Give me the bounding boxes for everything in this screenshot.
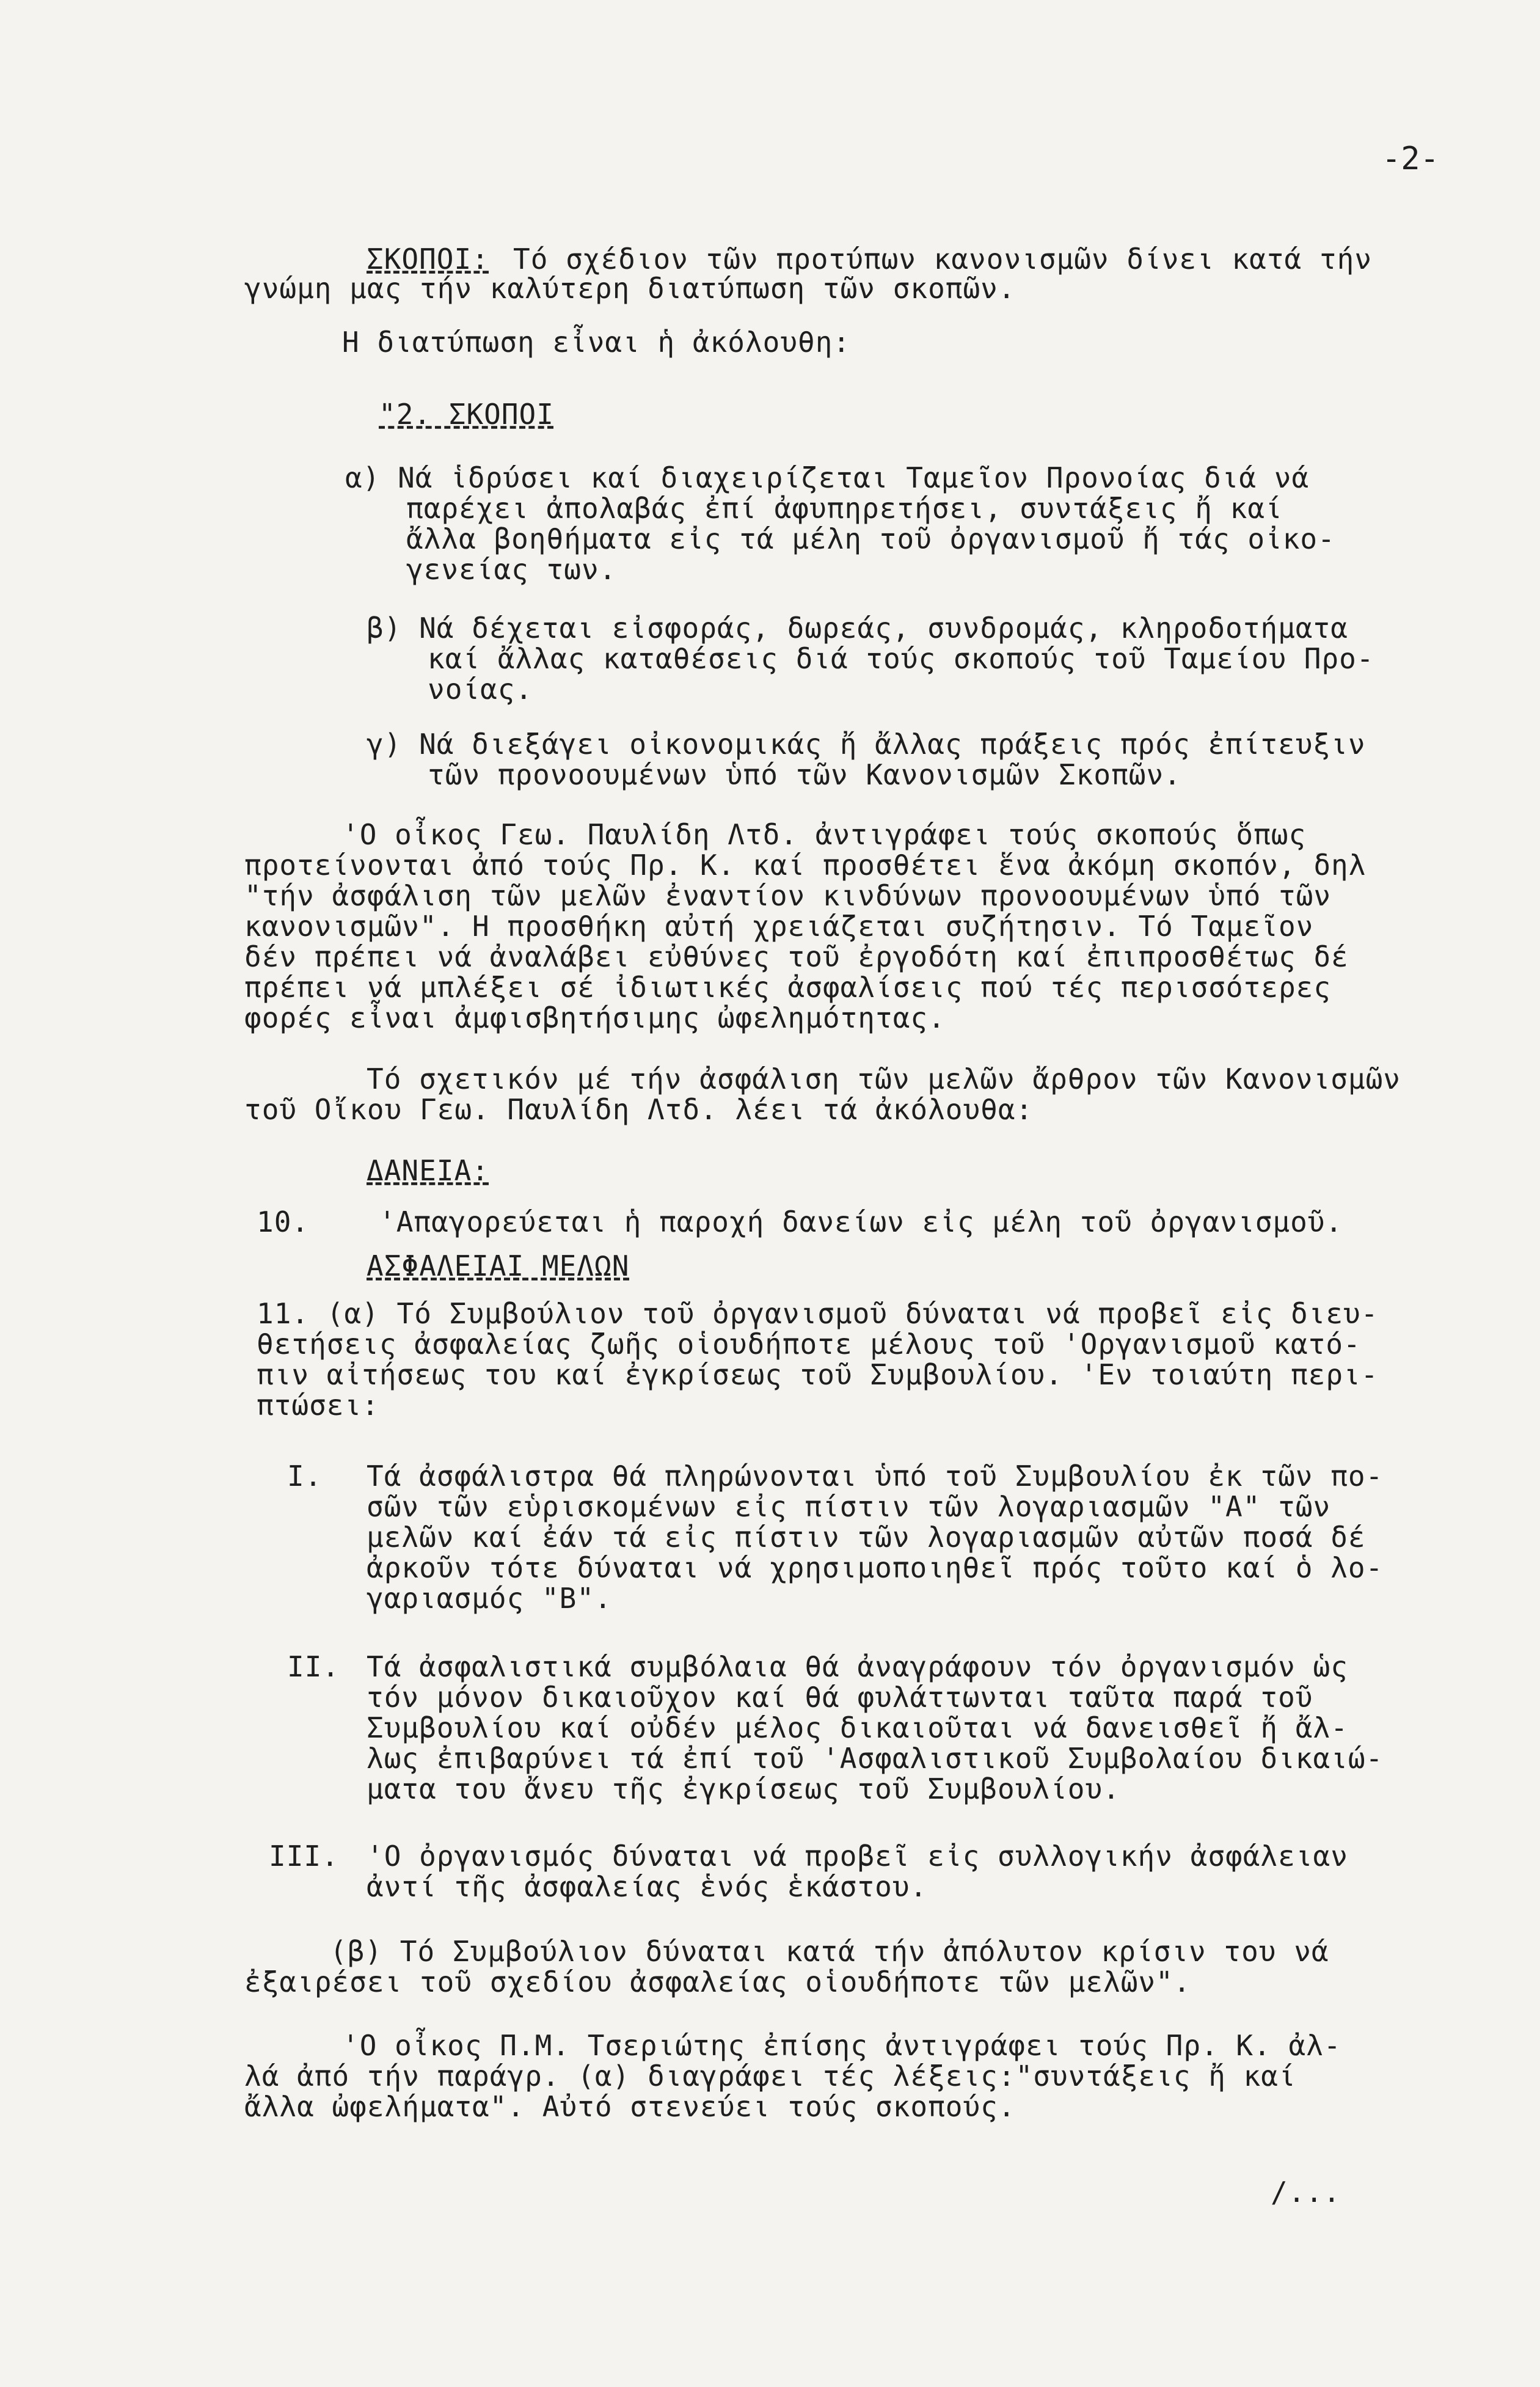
intro-line: Η διατύπωση εἶναι ἡ ἀκόλουθη:: [342, 326, 851, 359]
clause-c-line: τῶν προνοουμένων ὑπό τῶν Κανονισμῶν Σκοπῶν.: [428, 758, 1181, 791]
article-11-line: θετήσεις ἀσφαλείας ζωῆς οἱουδήποτε μέλους τοῦ 'Οργανισμοῦ κατό-: [257, 1328, 1361, 1361]
clause-b-line: (β) Τό Συμβούλιον δύναται κατά τήν ἀπόλυτον κρίσιν του νά: [330, 1935, 1329, 1968]
loans-number: 10.: [257, 1205, 310, 1238]
paragraph-line: 'Ο οἶκος Γεω. Παυλίδη Λτδ. ἀντιγράφει τούς σκοπούς ὅπως: [342, 818, 1307, 851]
article-11-line: πιν αἰτήσεως του καί ἐγκρίσεως τοῦ Συμβουλίου. 'Εν τοιαύτη περι-: [257, 1358, 1379, 1391]
paragraph-line: πρέπει νά μπλέξει σέ ἰδιωτικές ἀσφαλίσεις πού τές περισσότερες: [244, 971, 1332, 1004]
article-11-line: πτώσει:: [257, 1389, 379, 1422]
item-i-line: μελῶν καί ἐάν τά εἰς πίστιν τῶν λογαριασμῶν αὐτῶν ποσά δέ: [367, 1521, 1366, 1554]
clause-a-line: παρέχει ἀπολαβάς ἐπί ἀφυπηρετήσει, συντάξεις ἤ καί: [406, 492, 1283, 525]
item-ii-line: Συμβουλίου καί οὐδέν μέλος δικαιοῦται νά δανεισθεῖ ἤ ἄλ-: [367, 1711, 1348, 1744]
scopes-heading: ΣΚΟΠΟΙ:: [367, 243, 489, 276]
item-ii-line: ματα του ἄνευ τῆς ἐγκρίσεως τοῦ Συμβουλίου.: [367, 1772, 1120, 1805]
paragraph-line: ἄλλα ὠφελήματα". Αὐτό στενεύει τούς σκοπούς.: [244, 2090, 1016, 2123]
clause-a-line: γενείας των.: [406, 553, 617, 586]
item-i-line: Τά ἀσφάλιστρα θά πληρώνονται ὑπό τοῦ Συμβουλίου ἐκ τῶν πο-: [367, 1460, 1384, 1493]
clause-c-line: γ) Νά διεξάγει οἰκονομικάς ἤ ἄλλας πράξεις πρός ἐπίτευξιν: [367, 728, 1366, 761]
clause-b-line: β) Νά δέχεται εἰσφοράς, δωρεάς, συνδρομάς, κληροδοτήματα: [367, 612, 1348, 645]
paragraph-line: λά ἀπό τήν παράγρ. (α) διαγράφει τές λέξεις:"συντάξεις ἤ καί: [244, 2060, 1296, 2093]
paragraph-line: προτείνονται ἀπό τούς Πρ. Κ. καί προσθέτει ἕνα ἀκόμη σκοπόν, δηλ: [244, 849, 1367, 882]
item-ii-line: τόν μόνον δικαιοῦχον καί θά φυλάττωνται ταῦτα παρά τοῦ: [367, 1681, 1313, 1714]
clause-a-line: ἄλλα βοηθήματα εἰς τά μέλη τοῦ ὀργανισμοῦ ἤ τάς οἰκο-: [406, 522, 1335, 555]
intro-line: γνώμη μας τήν καλύτερη διατύπωση τῶν σκοπῶν.: [244, 272, 1016, 305]
loans-heading: ΔΑΝΕΙΑ:: [367, 1154, 489, 1187]
clause-a-line: α) Νά ἱδρύσει καί διαχειρίζεται Ταμεῖον Προνοίας διά νά: [345, 461, 1310, 494]
intro-line: Τό σχέδιον τῶν προτύπων κανονισμῶν δίνει κατά τήν: [513, 243, 1373, 276]
paragraph-line: κανονισμῶν". Η προσθήκη αὐτή χρειάζεται συζήτησιν. Τό Ταμεῖον: [244, 910, 1314, 943]
insurance-heading: ΑΣΦΑΛΕΙΑΙ ΜΕΛΩΝ: [367, 1249, 630, 1282]
clause-b-line: ἐξαιρέσει τοῦ σχεδίου ἀσφαλείας οἱουδήποτε τῶν μελῶν".: [244, 1965, 1191, 1998]
continuation-mark: /...: [1271, 2176, 1341, 2209]
clause-b-line: νοίας.: [428, 673, 533, 706]
loans-text: 'Απαγορεύεται ἡ παροχή δανείων εἰς μέλη τοῦ ὀργανισμοῦ.: [379, 1205, 1343, 1238]
paragraph-line: 'Ο οἶκος Π.Μ. Τσεριώτης ἐπίσης ἀντιγράφει τούς Πρ. Κ. ἀλ-: [342, 2029, 1341, 2062]
paragraph-line: τοῦ Οἴκου Γεω. Παυλίδη Λτδ. λέει τά ἀκόλουθα:: [244, 1093, 1034, 1126]
article-11-line: 11. (α) Τό Συμβούλιον τοῦ ὀργανισμοῦ δύναται νά προβεῖ εἰς διευ-: [257, 1297, 1379, 1330]
item-iii-line: ἀντί τῆς ἀσφαλείας ἑνός ἑκάστου.: [367, 1870, 928, 1903]
item-i-line: γαριασμός "Β".: [367, 1582, 612, 1615]
item-number: I.: [287, 1460, 323, 1493]
paragraph-line: "τήν ἀσφάλιση τῶν μελῶν ἐναντίον κινδύνων προνοουμένων ὑπό τῶν: [244, 879, 1332, 912]
page-number: -2-: [1382, 141, 1439, 177]
item-iii-line: 'Ο ὀργανισμός δύναται νά προβεῖ εἰς συλλογικήν ἀσφάλειαν: [367, 1840, 1348, 1873]
item-number: II.: [287, 1650, 340, 1683]
clause-b-line: καί ἄλλας καταθέσεις διά τούς σκοπούς τοῦ Ταμείου Προ-: [428, 642, 1374, 675]
paragraph-line: φορές εἶναι ἀμφισβητήσιμης ὠφελημότητας.: [244, 1001, 946, 1034]
item-i-line: σῶν τῶν εὑρισκομένων εἰς πίστιν τῶν λογαριασμῶν "Α" τῶν: [367, 1490, 1331, 1523]
paragraph-line: δέν πρέπει νά ἀναλάβει εὐθύνες τοῦ ἐργοδότη καί ἐπιπροσθέτως δέ: [244, 940, 1349, 973]
item-ii-line: λως ἐπιβαρύνει τά ἐπί τοῦ 'Ασφαλιστικοῦ Συμβολαίου δικαιώ-: [367, 1742, 1384, 1775]
item-number: III.: [269, 1840, 339, 1873]
paragraph-line: Τό σχετικόν μέ τήν ἀσφάλιση τῶν μελῶν ἄρθρον τῶν Κανονισμῶν: [367, 1062, 1401, 1095]
article-2-heading: "2. ΣΚΟΠΟΙ: [379, 398, 554, 431]
item-i-line: ἀρκοῦν τότε δύναται νά χρησιμοποιηθεῖ πρός τοῦτο καί ὁ λο-: [367, 1551, 1384, 1584]
item-ii-line: Τά ἀσφαλιστικά συμβόλαια θά ἀναγράφουν τόν ὀργανισμόν ὡς: [367, 1650, 1348, 1683]
